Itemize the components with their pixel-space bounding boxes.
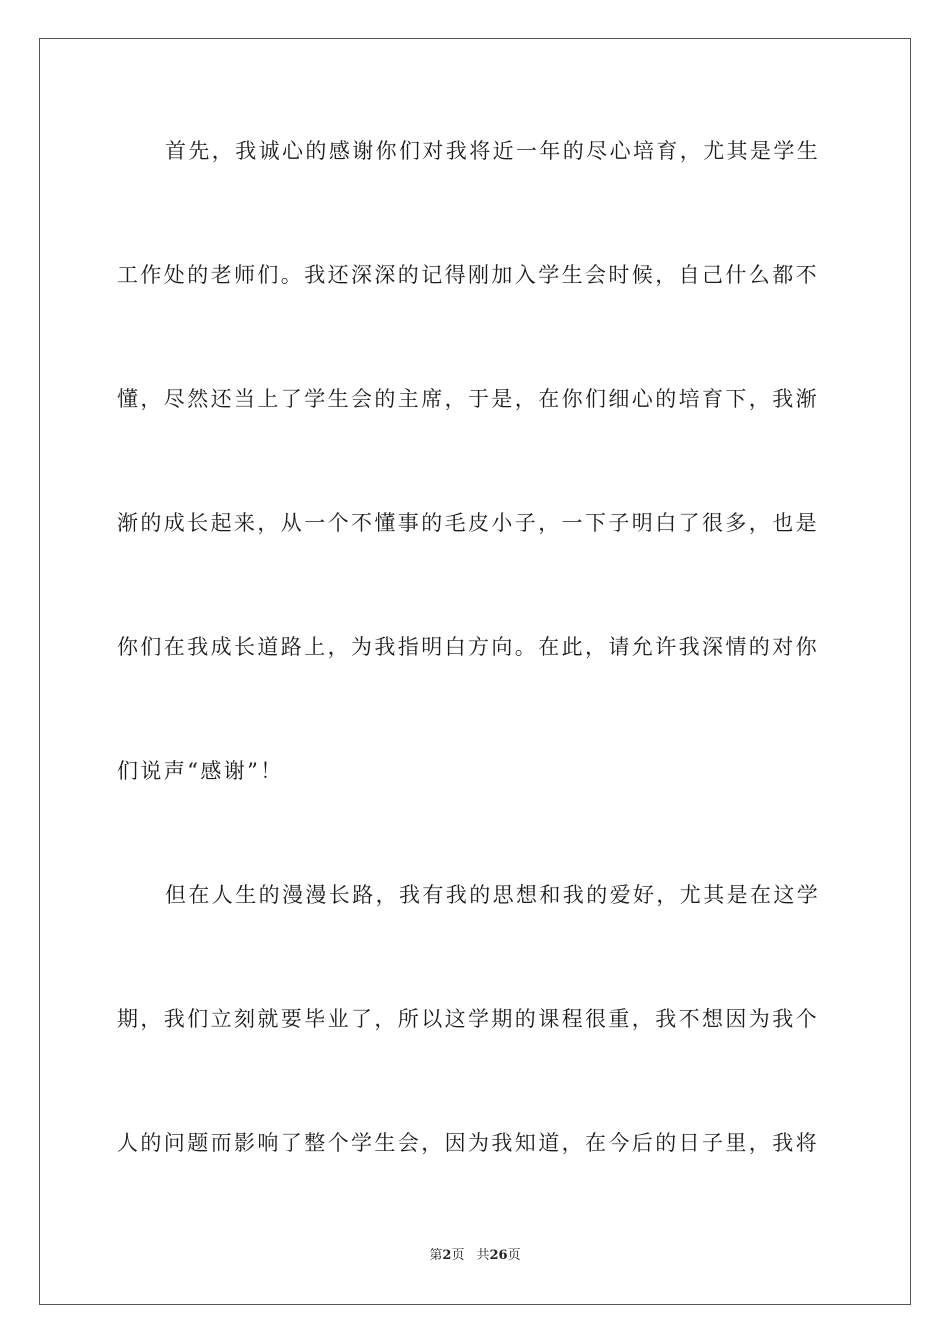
paragraph-1-line-3: 懂，尽然还当上了学生会的主席，于是，在你们细心的培育下，我渐 (117, 387, 819, 411)
total-pages: 26 (489, 1248, 508, 1263)
paragraph-2-line-2: 期，我们立刻就要毕业了，所以这学期的课程很重，我不想因为我个 (117, 1007, 819, 1031)
page-prefix: 第 (429, 1248, 443, 1263)
paragraph-1-line-6: 们说声“感谢”！ (117, 759, 284, 783)
paragraph-1-line-1: 首先，我诚心的感谢你们对我将近一年的尽心培育，尤其是学生 (165, 139, 821, 163)
total-prefix: 共 (476, 1248, 490, 1263)
paragraph-1-line-5: 你们在我成长道路上，为我指明白方向。在此，请允许我深情的对你 (117, 635, 819, 659)
page-border (39, 38, 911, 1305)
paragraph-1-line-4: 渐的成长起来，从一个不懂事的毛皮小子，一下子明白了很多，也是 (117, 511, 819, 535)
paragraph-2-line-1: 但在人生的漫漫长路，我有我的思想和我的爱好，尤其是在这学 (165, 883, 821, 907)
page-number: 2 (442, 1248, 452, 1263)
total-suffix: 页 (507, 1248, 521, 1263)
paragraph-1-line-2: 工作处的老师们。我还深深的记得刚加入学生会时候，自己什么都不 (117, 263, 819, 287)
paragraph-2-line-3: 人的问题而影响了整个学生会，因为我知道，在今后的日子里，我将 (117, 1131, 819, 1155)
page-footer (0, 1247, 950, 1265)
page-suffix: 页 (451, 1248, 465, 1263)
